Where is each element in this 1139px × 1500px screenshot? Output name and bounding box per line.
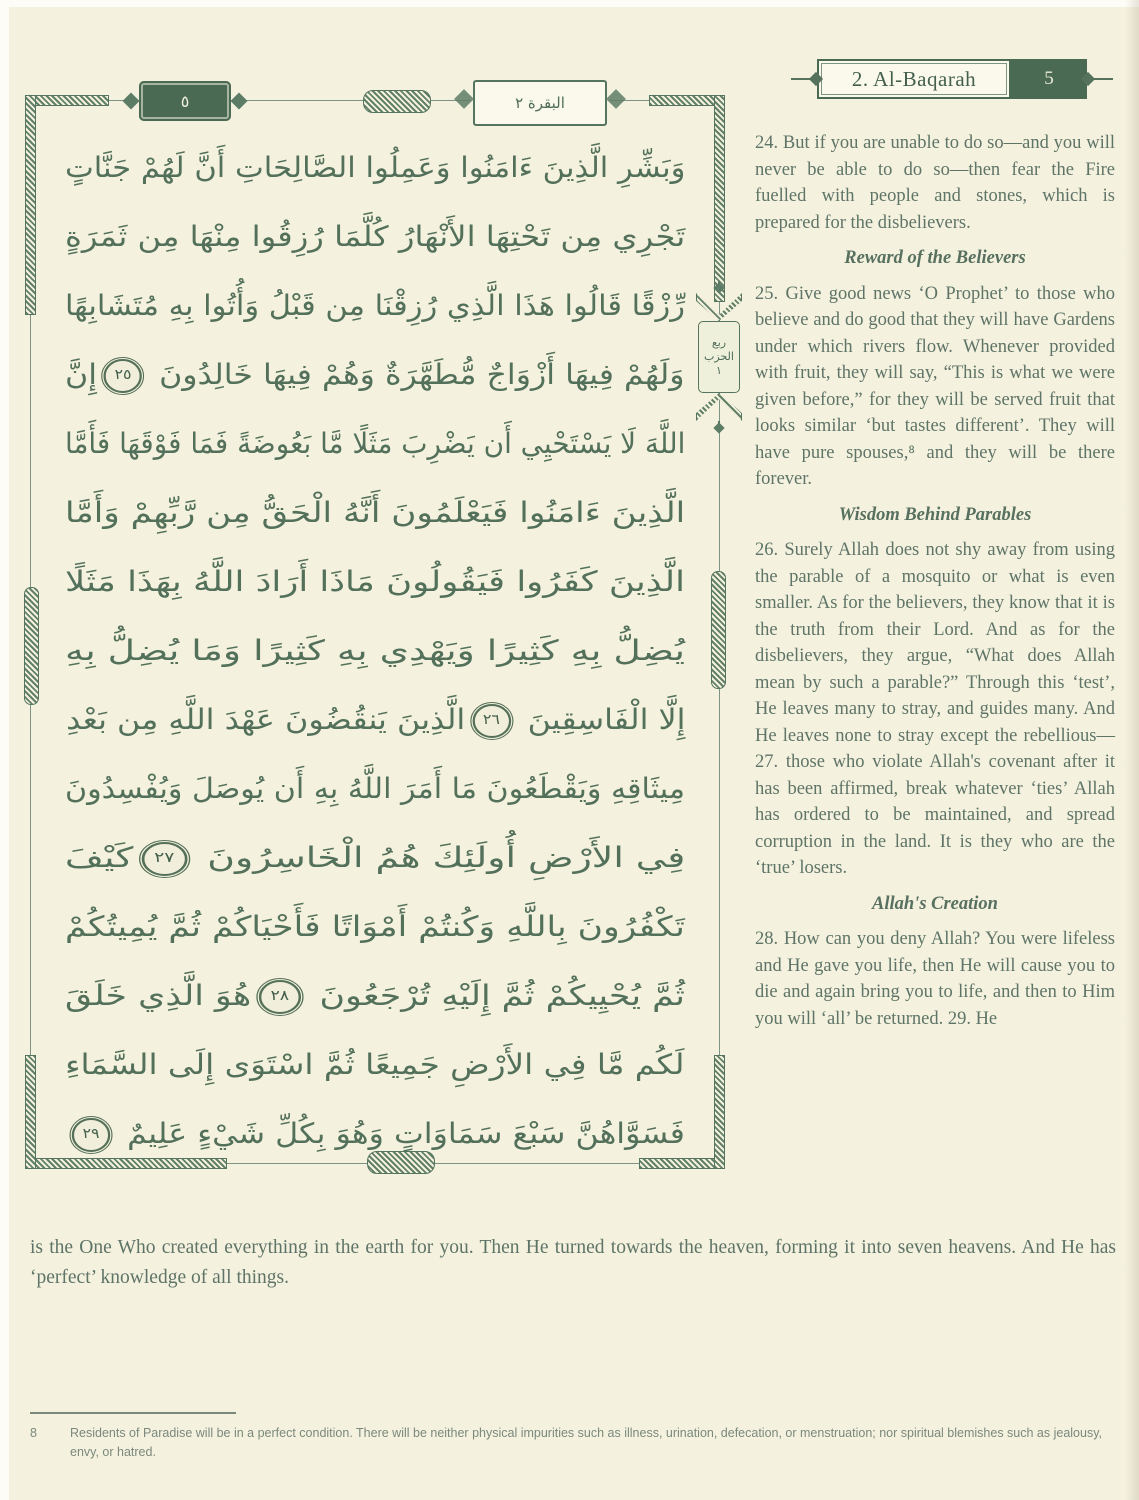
footnote-marker: 8 bbox=[30, 1426, 37, 1440]
quran-line bbox=[65, 616, 685, 685]
quran-line-text: يُضِلُّ بِهِ كَثِيرًا وَيَهْدِي بِهِ كَثِيرًا وَمَا يُضِلُّ بِهِ bbox=[65, 634, 685, 667]
ayah-number-marker: ٢٧ bbox=[141, 842, 187, 876]
quran-line bbox=[65, 1030, 685, 1099]
surah-name-arabic: البقرة ٢ bbox=[515, 94, 565, 112]
quran-line-text: وَبَشِّرِ الَّذِينَ ءَامَنُوا وَعَمِلُوا الصَّالِحَاتِ أَنَّ لَهُمْ جَنَّاتٍ bbox=[64, 151, 685, 184]
ayah-number-marker: ٢٥ bbox=[104, 359, 142, 393]
quran-line-text: وَلَهُمْ فِيهَا أَزْوَاجٌ مُّطَهَّرَةٌ وَهُمْ فِيهَا خَالِدُونَ bbox=[149, 358, 686, 391]
quran-line bbox=[65, 409, 685, 478]
quran-line-text: الَّذِينَ كَفَرُوا فَيَقُولُونَ مَاذَا أَرَادَ اللَّهُ بِهَذَا مَثَلًا bbox=[65, 565, 685, 598]
quran-line bbox=[65, 892, 685, 961]
quran-line-text: الَّذِينَ ءَامَنُوا فَيَعْلَمُونَ أَنَّهُ الْحَقُّ مِن رَّبِّهِمْ وَأَمَّا bbox=[64, 496, 685, 529]
hizb-marker bbox=[692, 281, 746, 439]
header-arrow-right-icon bbox=[1087, 78, 1113, 80]
quran-line-text: إِلَّا الْفَاسِقِينَ bbox=[516, 703, 685, 736]
hizb-finial-top-icon bbox=[718, 281, 720, 293]
frame-edge-ornament-left bbox=[24, 587, 39, 705]
page-number: 5 bbox=[1044, 68, 1054, 89]
surah-name-cartouche bbox=[473, 80, 607, 126]
quran-line bbox=[65, 133, 685, 202]
quran-line-text: فِي الأَرْضِ أُولَئِكَ هُمُ الْخَاسِرُونَ bbox=[195, 841, 686, 874]
hizb-label-line3: ١ bbox=[716, 364, 722, 377]
quran-line-text: مِيثَاقِهِ وَيَقْطَعُونَ مَا أَمَرَ اللَّهُ بِهِ أَن يُوصَلَ وَيُفْسِدُونَ bbox=[65, 772, 685, 805]
section-heading: Wisdom Behind Parables bbox=[838, 504, 1032, 525]
quran-line bbox=[65, 547, 685, 616]
scan-shadow-right bbox=[1125, 0, 1139, 1500]
ayah-number-marker: ٢٦ bbox=[472, 704, 511, 738]
verse-paragraph: 25. Give good news ‘O Prophet’ to those who believe and do good that they will have Gardens under which rivers flow. Whenever provided with fruit, they will say, “This is what we were given before,” for they will be served fruit that looks similar ‘but tastes different’. They will have pure spouses,⁸ and they will be there forever. bbox=[755, 283, 1115, 489]
quran-line bbox=[65, 340, 685, 409]
quran-line bbox=[65, 271, 685, 340]
quran-frame bbox=[30, 91, 720, 1164]
quran-line-text: اللَّهَ لَا يَسْتَحْيِي أَن يَضْرِبَ مَثَلًا مَّا بَعُوضَةً فَمَا فَوْقَهَا فَأَمَّا bbox=[64, 427, 685, 460]
quran-text-block bbox=[64, 133, 686, 1150]
arabic-page-number: ٥ bbox=[180, 91, 190, 111]
quran-line bbox=[65, 961, 685, 1030]
translation-continuation: is the One Who created everything in the earth for you. Then He turned towards the heaven, forming it into seven heavens. And He has ‘perfect’ knowledge of all things. bbox=[30, 1237, 1116, 1288]
verse-paragraph: 28. How can you deny Allah? You were lifeless and He gave you life, then He will cause you to die and again bring you to life, and then to Him you will ‘all’ be returned. 29. He bbox=[755, 929, 1115, 1029]
footnote-separator bbox=[30, 1412, 236, 1414]
quran-line-text: رِّزْقًا قَالُوا هَذَا الَّذِي رُزِقْنَا مِن قَبْلُ وَأُتُوا بِهِ مُتَشَابِهًا bbox=[64, 289, 685, 322]
quran-line-text: هُوَ الَّذِي خَلَقَ bbox=[65, 979, 252, 1012]
quran-line-text: فَسَوَّاهُنَّ سَبْعَ سَمَاوَاتٍ وَهُوَ بِكُلِّ شَيْءٍ عَلِيمٌ bbox=[117, 1117, 686, 1150]
frame-corner-ornament bbox=[25, 1055, 36, 1169]
frame-corner-ornament bbox=[25, 95, 36, 315]
quran-line-text: كَيْفَ bbox=[64, 841, 134, 874]
frame-corner-ornament bbox=[714, 95, 725, 302]
quran-line bbox=[65, 478, 685, 547]
hizb-finial-bottom-icon bbox=[718, 421, 720, 433]
frame-corner-ornament bbox=[714, 1055, 725, 1169]
verse-paragraph: 26. Surely Allah does not shy away from using the parable of a mosquito or what is even smaller. As for the believers, they know that it is the truth from their Lord. And as for the disbelievers, they argue, “What does Allah mean by such a parable?” Through this ‘test’, He leaves many to stray, and guides many. And He leaves none to stray except the rebellious— 27. those who violate Allah's covenant after it has been affirmed, break whatever ‘ties’ Allah has ordered to be maintained, and spread corruption in the land. It is they who are the ‘true’ losers. bbox=[755, 540, 1115, 878]
quran-line-text: تَكْفُرُونَ بِاللَّهِ وَكُنتُمْ أَمْوَاتًا فَأَحْيَاكُمْ ثُمَّ يُمِيتُكُمْ bbox=[65, 910, 685, 943]
footnote-text: Residents of Paradise will be in a perfect condition. There will be neither physical impurities such as illness, urination, defecation, or menstruation; nor spiritual blemishes such as jealousy, envy, or hatred. bbox=[70, 1426, 1103, 1459]
quran-line-text: ثُمَّ يُحْيِيكُمْ ثُمَّ إِلَيْهِ تُرْجَعُونَ bbox=[308, 979, 685, 1012]
quran-line bbox=[65, 754, 685, 823]
surah-title-box bbox=[817, 59, 1011, 99]
header-arrow-left-icon bbox=[791, 78, 817, 80]
ayah-number-marker: ٢٨ bbox=[259, 980, 301, 1014]
translation-column bbox=[755, 130, 1115, 1038]
arabic-page-number-medallion bbox=[139, 81, 231, 121]
quran-line bbox=[65, 823, 685, 892]
quran-line-text: لَكُم مَّا فِي الأَرْضِ جَمِيعًا ثُمَّ اسْتَوَى إِلَى السَّمَاءِ bbox=[65, 1048, 685, 1081]
hizb-ornament-bottom-icon bbox=[696, 393, 742, 421]
frame-corner-ornament bbox=[25, 95, 109, 106]
scan-edge-top bbox=[0, 0, 1139, 7]
hizb-label-line1: ربع bbox=[711, 336, 727, 349]
verse-paragraph: 24. But if you are unable to do so—and you will never be able to do so—then fear the Fire fuelled with people and stones, which is prepared for the disbelievers. bbox=[755, 133, 1115, 233]
quran-line bbox=[65, 1099, 685, 1168]
section-heading: Allah's Creation bbox=[872, 893, 998, 914]
quran-line-text: الَّذِينَ يَنقُضُونَ عَهْدَ اللَّهِ مِن بَعْدِ bbox=[65, 703, 465, 736]
hizb-label bbox=[698, 321, 740, 393]
frame-top-center-ornament bbox=[363, 90, 431, 113]
surah-title: 2. Al-Baqarah bbox=[851, 66, 977, 91]
page-number-badge bbox=[1011, 59, 1087, 99]
surah-header bbox=[791, 58, 1113, 100]
quran-line-text: تَجْرِي مِن تَحْتِهَا الأَنْهَارُ كُلَّمَا رُزِقُوا مِنْهَا مِن ثَمَرَةٍ bbox=[64, 220, 685, 253]
section-heading: Reward of the Believers bbox=[844, 248, 1026, 268]
footnote bbox=[30, 1424, 1116, 1462]
quran-line bbox=[65, 685, 685, 754]
hizb-label-line2: الحزب bbox=[704, 350, 734, 363]
frame-edge-ornament-right bbox=[711, 571, 726, 689]
ayah-number-marker: ٢٩ bbox=[72, 1118, 110, 1152]
quran-line bbox=[65, 202, 685, 271]
quran-line-text: إِنَّ bbox=[65, 358, 98, 391]
hizb-ornament-top-icon bbox=[696, 293, 742, 321]
scan-edge-left bbox=[0, 0, 9, 1500]
